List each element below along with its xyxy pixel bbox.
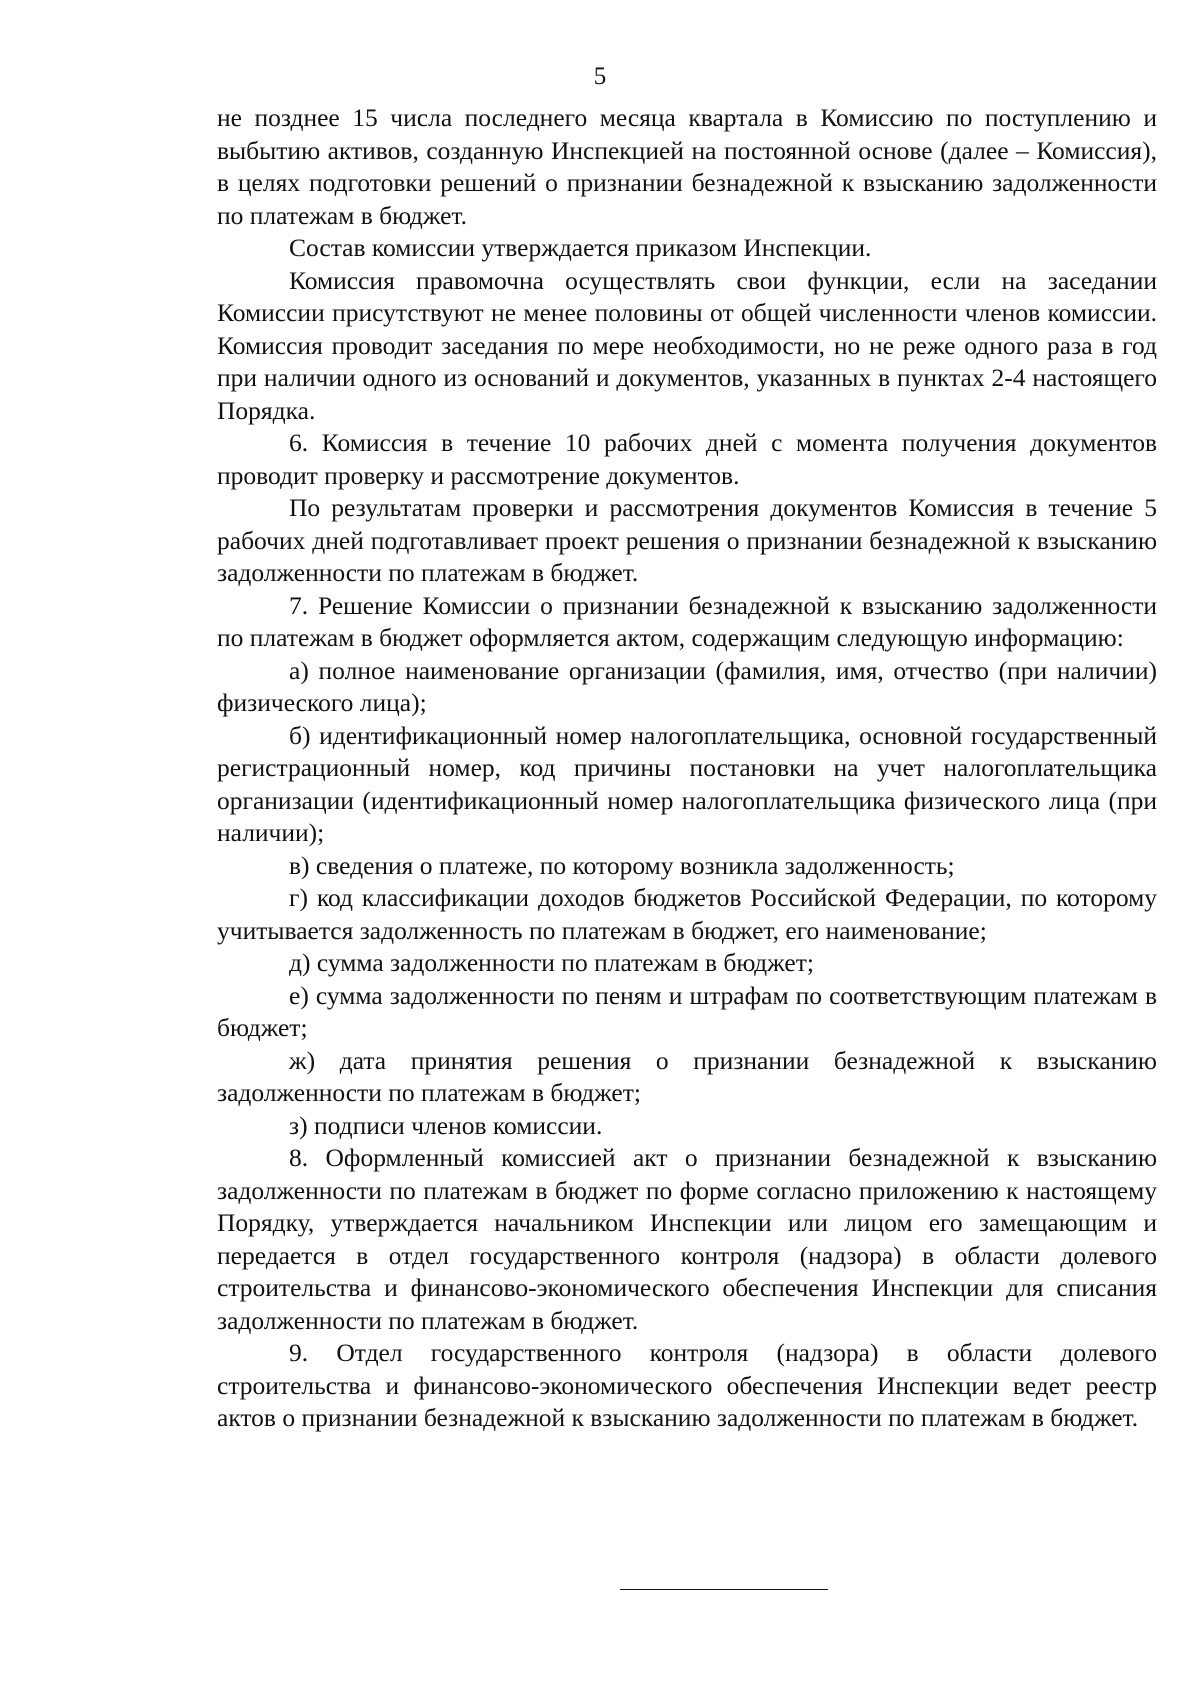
paragraph-item-8: 8. Оформленный комиссией акт о признании безнадежной к взысканию задолженности по платежам в бюджет по форме согласно приложению к настоящему Порядку, утверждается начальником Инспекции или лицом его замещающим и передается в отдел государственного контроля (надзора) в области долевого строительства и финансово-экономического обеспечения Инспекции для списания задолженности по платежам в бюджет. xyxy=(217,1143,1157,1335)
list-item-e: е) сумма задолженности по пеням и штрафам по соответствующим платежам в бюджет; xyxy=(217,980,1157,1042)
list-item-zh: ж) дата принятия решения о признании безнадежной к взысканию задолженности по платежам в бюджет; xyxy=(217,1045,1157,1107)
paragraph-item-6: 6. Комиссия в течение 10 рабочих дней с момента получения документов проводит проверку и рассмотрение документов. xyxy=(217,428,1157,490)
paragraph-commission-quorum: Комиссия правомочна осуществлять свои функции, если на заседании Комиссии присутствуют не менее половины от общей численности членов комиссии. Комиссия проводит заседания по мере необходимости, но не реже одного раза в год при наличии одного из оснований и документов, указанных в пунктах 2-4 настоящего Порядка. xyxy=(217,265,1157,425)
paragraph-item-6-results: По результатам проверки и рассмотрения документов Комиссия в течение 5 рабочих дней подготавливает проект решения о признании безнадежной к взысканию задолженности по платежам в бюджет. xyxy=(217,493,1157,587)
page-number: 5 xyxy=(593,63,607,90)
document-body xyxy=(217,102,1157,1435)
paragraph-item-7: 7. Решение Комиссии о признании безнадежной к взысканию задолженности по платежам в бюджет оформляется актом, содержащим следующую информацию: xyxy=(217,590,1157,652)
paragraph-continuation: не позднее 15 числа последнего месяца квартала в Комиссию по поступлению и выбытию активов, созданную Инспекцией на постоянной основе (далее – Комиссия), в целях подготовки решений о признании безнадежной к взысканию задолженности по платежам в бюджет. xyxy=(217,103,1157,230)
paragraph-item-9: 9. Отдел государственного контроля (надзора) в области долевого строительства и финансово-экономического обеспечения Инспекции ведет реестр актов о признании безнадежной к взысканию задолженности по платежам в бюджет. xyxy=(217,1338,1157,1432)
list-item-g: г) код классификации доходов бюджетов Российской Федерации, по которому учитывается задолженность по платежам в бюджет, его наименование; xyxy=(217,883,1157,945)
paragraph-commission-composition: Состав комиссии утверждается приказом Инспекции. xyxy=(289,233,872,262)
list-item-a: а) полное наименование организации (фамилия, имя, отчество (при наличии) физического лица); xyxy=(217,655,1157,717)
list-item-b: б) идентификационный номер налогоплательщика, основной государственный регистрационный номер, код причины постановки на учет налогоплательщика организации (идентификационный номер налогоплательщика физического лица (при наличии); xyxy=(217,720,1157,847)
list-item-d: д) сумма задолженности по платежам в бюджет; xyxy=(289,948,814,977)
end-of-document-rule xyxy=(620,1589,828,1590)
list-item-v: в) сведения о платеже, по которому возникла задолженность; xyxy=(289,850,955,880)
list-item-z: з) подписи членов комиссии. xyxy=(289,1110,603,1140)
